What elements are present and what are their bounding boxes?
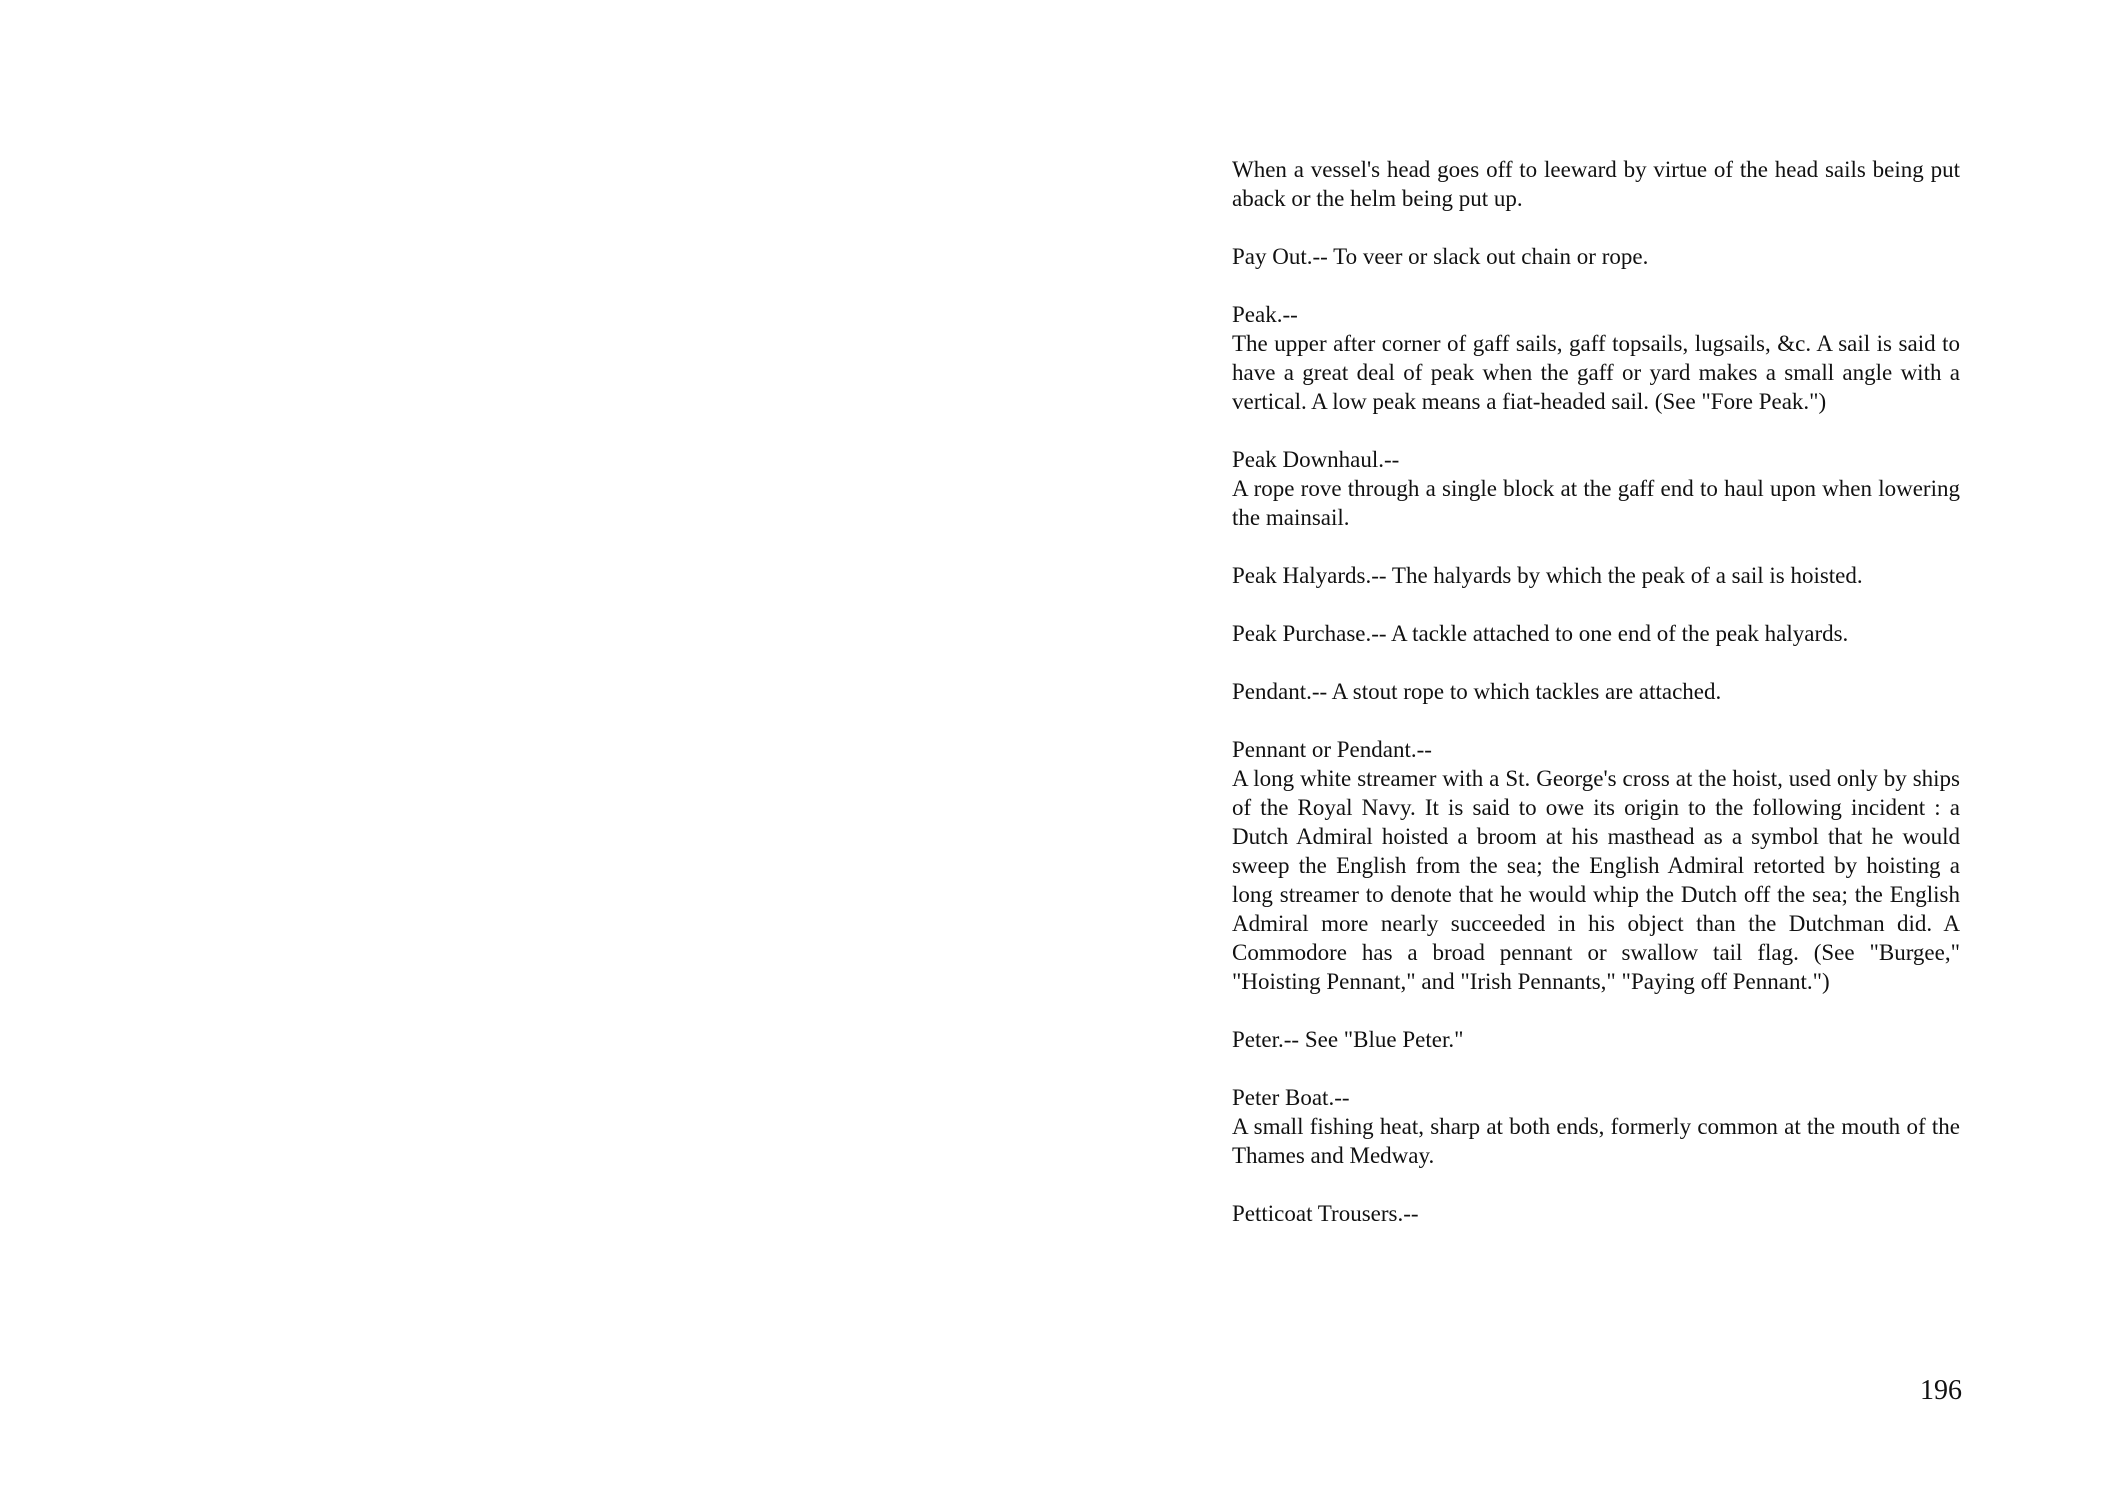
glossary-entry-pendant [1232,677,1960,706]
entry-term: Petticoat Trousers.-- [1232,1201,1419,1226]
glossary-entry-peter [1232,1025,1960,1054]
entry-term: Peak Purchase.-- [1232,621,1392,646]
glossary-entry-pennant [1232,735,1960,996]
entry-definition: The upper after corner of gaff sails, gaff topsails, lugsails, &c. A sail is said to have a great deal of peak when the gaff or yard makes a small angle with a vertical. A low peak means a fiat-headed sail. (See "Fore Peak.") [1232,331,1960,414]
glossary-entry-pay-out [1232,242,1960,271]
entry-term: Pay Out.-- [1232,244,1334,269]
glossary-entry-peak [1232,300,1960,416]
entry-term: Peter Boat.-- [1232,1085,1350,1110]
entry-term: Pennant or Pendant.-- [1232,737,1432,762]
right-page [1052,0,2105,1489]
entry-definition: A small fishing heat, sharp at both ends, formerly common at the mouth of the Thames and Medway. [1232,1114,1960,1168]
glossary-entry-peter-boat [1232,1083,1960,1170]
glossary-entry-peak-purchase [1232,619,1960,648]
entry-term: Peak Halyards.-- [1232,563,1392,588]
entry-term: Pendant.-- [1232,679,1332,704]
entry-definition: A rope rove through a single block at the gaff end to haul upon when lowering the mainsail. [1232,476,1960,530]
entry-term: Peak Downhaul.-- [1232,447,1400,472]
glossary-entry-peak-downhaul [1232,445,1960,532]
glossary-entry-petticoat-trousers [1232,1199,1960,1228]
entry-definition: A tackle attached to one end of the peak halyards. [1391,621,1849,646]
entry-definition: A long white streamer with a St. George's cross at the hoist, used only by ships of the Royal Navy. It is said to owe its origin to the following incident : a Dutch Admiral hoisted a broom at his masthead as a symbol that he would sweep the English from the sea; the English Admiral retorted by hoisting a long streamer to denote that he would whip the Dutch off the sea; the English Admiral more nearly succeeded in his object than the Dutchman did. A Commodore has a broad pennant or swallow tail flag. (See "Burgee," "Hoisting Pennant," and "Irish Pennants," "Paying off Pennant.") [1232,766,1960,994]
glossary-text-column [1232,155,1960,1257]
blank-left-page [0,0,1052,1489]
entry-term: Peak.-- [1232,302,1298,327]
entry-definition: A stout rope to which tackles are attached. [1331,679,1722,704]
entry-definition: See "Blue Peter." [1304,1027,1464,1052]
glossary-entry-peak-halyards [1232,561,1960,590]
entry-term: Peter.-- [1232,1027,1305,1052]
glossary-entry-continuation [1232,155,1960,213]
entry-definition: To veer or slack out chain or rope. [1333,244,1649,269]
page-number: 196 [1920,1375,1962,1406]
entry-definition: When a vessel's head goes off to leeward by virtue of the head sails being put aback or the helm being put up. [1232,157,1960,211]
entry-definition: The halyards by which the peak of a sail is hoisted. [1391,563,1863,588]
